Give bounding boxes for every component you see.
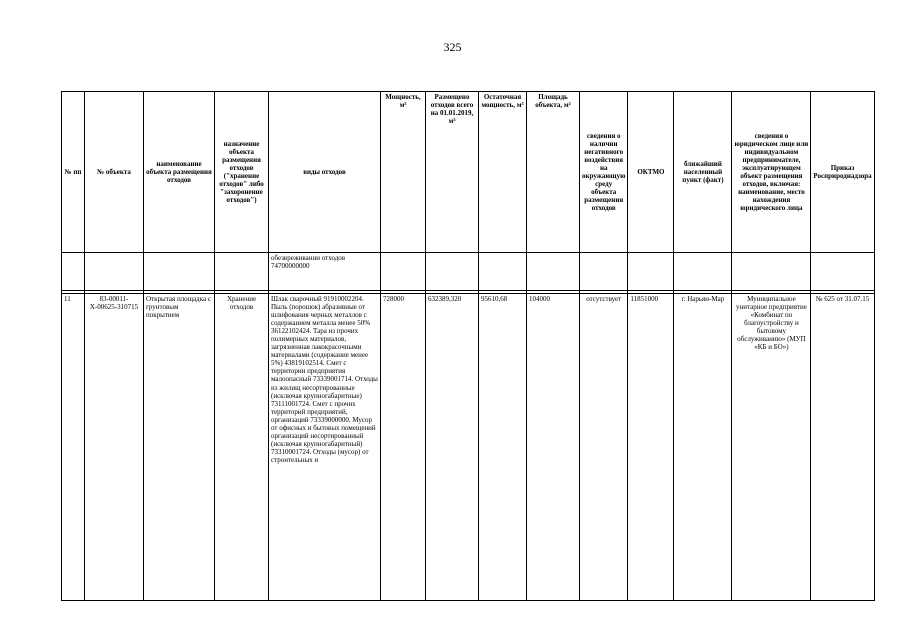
row-order: № 625 от 31.07.15 [811, 294, 874, 601]
header-placed: Размещено отходов всего на 01.01.2019, м³ [426, 92, 479, 253]
row-object-number: 83-00011-Х-00625-310715 [85, 294, 144, 601]
header-settlement: ближайший населенный пункт (факт) [674, 92, 732, 253]
row-settlement: г. Нарьян-Мар [674, 294, 732, 601]
header-num: № пп [62, 92, 85, 253]
continuation-row [62, 253, 875, 291]
header-order: Приказ Росприроднадзора [811, 92, 874, 253]
row-impact: отсутствует [580, 294, 628, 601]
header-residual: Остаточная мощность, м³ [479, 92, 527, 253]
row-purpose: Хранение отходов [215, 294, 269, 601]
header-object-number: № объекта [85, 92, 144, 253]
continuation-waste-types: обезвреживании отходов 74700000000 [269, 253, 381, 291]
header-purpose: назначение объекта размещения отходов ("хранение отходов" либо "захоронение отходов") [215, 92, 269, 253]
header-operator: сведения о юридическом лице или индивидуальном предпринимателе, эксплуатирующем объект размещения отходов, включая: наименование, место нахождения юридического лица [732, 92, 811, 253]
row-capacity: 728000 [381, 294, 426, 601]
header-capacity: Мощность, м³ [381, 92, 426, 253]
header-oktmo: ОКТМО [628, 92, 674, 253]
row-placed: 632389,320 [426, 294, 479, 601]
header-object-name: наименование объекта размещения отходов [144, 92, 215, 253]
row-operator: Муниципальное унитарное предприятие «Комбинат по благоустройству и бытовому обслуживанию» (МУП «КБ и БО») [732, 294, 811, 601]
row-waste-types: Шлак сварочный 91910002204. Пыль (порошок) абразивные от шлифования черных металлов с содержанием металла менее 50% 36122102424. Тара из прочих полимерных материалов, загрязненная лакокрасочными материалами (содержание менее 5%) 43819102514. Смет с территории предприятия малоопасный 73339001714. Отходы из жилищ несортированные (исключая крупногабаритные) 73111001724. Смет с прочих территорий предприятий, организаций 73339000000. Мусор от офисных и бытовых помещений организаций несортированный (исключая крупногабаритный) 73310001724. Отходы (мусор) от строительных и [269, 294, 381, 601]
header-area: Площадь объекта, м² [527, 92, 580, 253]
page-number: 325 [443, 40, 462, 54]
table-row [62, 294, 875, 601]
header-row [62, 92, 875, 253]
waste-objects-table [61, 91, 875, 601]
row-area: 104000 [527, 294, 580, 601]
row-residual: 95610,68 [479, 294, 527, 601]
row-oktmo: 11851000 [628, 294, 674, 601]
row-num: 11 [62, 294, 85, 601]
header-impact: сведения о наличии негативного воздействия на окружающую среду объекта размещения отходов [580, 92, 628, 253]
header-waste-types: виды отходов [269, 92, 381, 253]
row-object-name: Открытая площадка с грунтовым покрытием [144, 294, 215, 601]
